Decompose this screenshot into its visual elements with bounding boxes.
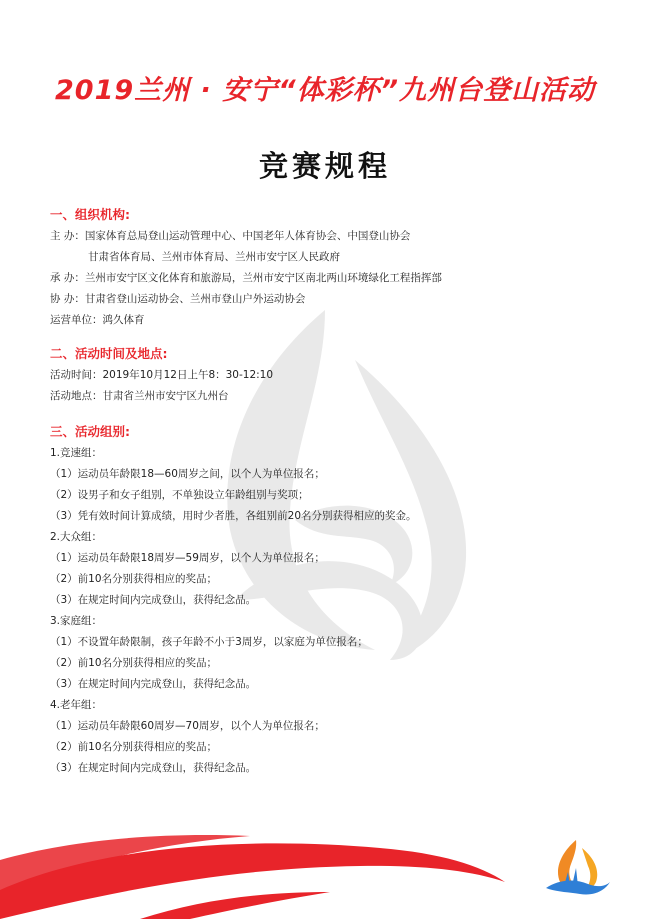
page-subtitle: 竞赛规程 — [258, 149, 391, 183]
event-title: 2019兰州 · 安宁“体彩杯”九州台登山活动 — [55, 75, 595, 106]
section-heading-groups: 三、活动组别: — [50, 424, 130, 439]
operator-line: 运营单位：鸿久体育 — [50, 314, 145, 326]
group-title: 4.老年组： — [50, 699, 103, 711]
event-location-line: 活动地点：甘肃省兰州市安宁区九州台 — [50, 390, 229, 402]
group-rule-line: （3）在规定时间内完成登山，获得纪念品。 — [50, 762, 257, 774]
organizer-line: 主 办：国家体育总局登山运动管理中心、中国老年人体育协会、中国登山协会 — [50, 230, 411, 242]
group-rule-line: （2）前10名分别获得相应的奖品； — [50, 741, 218, 753]
undertaker-line: 承 办：兰州市安宁区文化体育和旅游局，兰州市安宁区南北两山环境绿化工程指挥部 — [50, 272, 442, 284]
section-heading-organization: 一、组织机构: — [50, 207, 130, 222]
group-rule-line: （3）凭有效时间计算成绩，用时少者胜，各组别前20名分别获得相应的奖金。 — [50, 510, 417, 522]
organizer-line-continued: 甘肃省体育局、兰州市体育局、兰州市安宁区人民政府 — [88, 251, 340, 263]
group-rule-line: （2）前10名分别获得相应的奖品； — [50, 573, 218, 585]
document-body — [50, 204, 610, 779]
group-title: 3.家庭组： — [50, 615, 103, 627]
group-rule-line: （3）在规定时间内完成登山，获得纪念品。 — [50, 594, 257, 606]
group-rule-line: （1）不设置年龄限制，孩子年龄不小于3周岁，以家庭为单位报名； — [50, 636, 368, 648]
group-title: 2.大众组： — [50, 531, 103, 543]
group-rule-line: （1）运动员年龄限18—60周岁之间，以个人为单位报名； — [50, 468, 325, 480]
group-rule-line: （3）在规定时间内完成登山，获得纪念品。 — [50, 678, 257, 690]
group-title: 1.竞速组： — [50, 447, 103, 459]
event-time-line: 活动时间：2019年10月12日上午8：30-12:10 — [50, 369, 274, 381]
group-rule-line: （2）前10名分别获得相应的奖品； — [50, 657, 218, 669]
group-rule-line: （2）设男子和女子组别，不单独设立年龄组别与奖项； — [50, 489, 309, 501]
group-rule-line: （1）运动员年龄限60周岁—70周岁，以个人为单位报名； — [50, 720, 325, 732]
co-organizer-line: 协 办：甘肃省登山运动协会、兰州市登山户外运动协会 — [50, 293, 306, 305]
event-logo-icon — [540, 838, 612, 900]
section-heading-time-location: 二、活动时间及地点: — [50, 346, 168, 361]
group-rule-line: （1）运动员年龄限18周岁—59周岁，以个人为单位报名； — [50, 552, 325, 564]
